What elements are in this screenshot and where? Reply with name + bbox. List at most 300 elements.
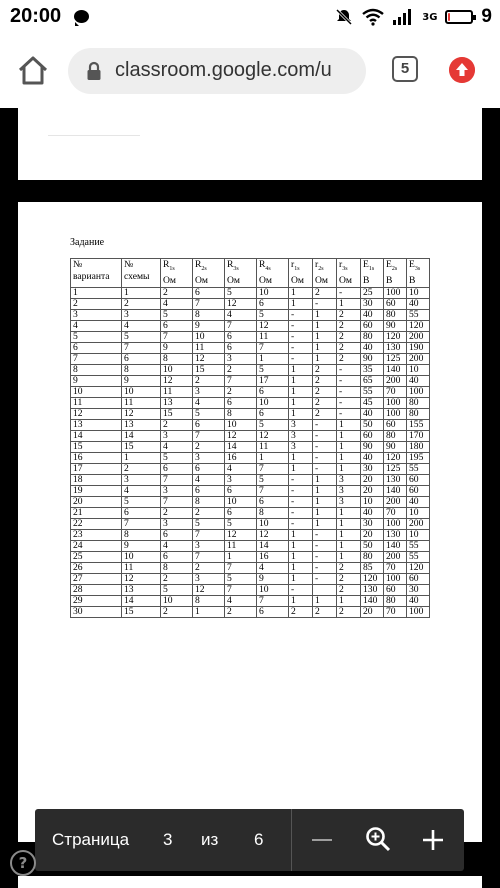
table-cell: - bbox=[289, 474, 313, 485]
table-cell: 6 bbox=[161, 551, 193, 562]
table-cell: 2 bbox=[337, 309, 361, 320]
table-cell: 60 bbox=[407, 474, 430, 485]
table-row bbox=[71, 562, 430, 573]
table-row bbox=[71, 287, 430, 298]
table-cell: 60 bbox=[384, 298, 407, 309]
table-cell: 16 bbox=[225, 452, 257, 463]
table-cell: - bbox=[289, 320, 313, 331]
table-cell: 5 bbox=[225, 518, 257, 529]
table-cell: 40 bbox=[407, 595, 430, 606]
table-cell: 15 bbox=[122, 606, 161, 617]
table-cell: - bbox=[313, 452, 337, 463]
table-cell: 1 bbox=[337, 529, 361, 540]
table-row bbox=[71, 342, 430, 353]
table-cell: 24 bbox=[71, 540, 122, 551]
table-cell: 55 bbox=[407, 463, 430, 474]
table-cell: 1 bbox=[337, 419, 361, 430]
table-cell: 10 bbox=[161, 364, 193, 375]
table-cell: 65 bbox=[361, 375, 384, 386]
table-header-cell bbox=[384, 259, 407, 288]
table-cell: 70 bbox=[384, 562, 407, 573]
help-icon[interactable]: ? bbox=[10, 850, 36, 876]
header-symbol: № bbox=[73, 259, 83, 270]
table-cell: 2 bbox=[193, 562, 225, 573]
table-cell: 10 bbox=[407, 529, 430, 540]
table-cell: 2 bbox=[193, 375, 225, 386]
table-cell: 1 bbox=[289, 573, 313, 584]
table-header-cell bbox=[407, 259, 430, 288]
header-symbol: $E_{2s}$ bbox=[386, 259, 398, 272]
header-unit: Ом bbox=[195, 274, 208, 286]
table-cell: 4 bbox=[71, 320, 122, 331]
table-cell: 130 bbox=[361, 584, 384, 595]
table-cell: 1 bbox=[337, 518, 361, 529]
table-cell: 80 bbox=[384, 309, 407, 320]
table-cell: 2 bbox=[337, 353, 361, 364]
table-cell: 5 bbox=[257, 419, 289, 430]
table-cell: 7 bbox=[161, 331, 193, 342]
table-cell: 1 bbox=[337, 430, 361, 441]
table-cell: 7 bbox=[122, 518, 161, 529]
table-cell: 1 bbox=[257, 353, 289, 364]
table-row bbox=[71, 375, 430, 386]
table-cell: 190 bbox=[407, 342, 430, 353]
previous-page bbox=[18, 108, 482, 180]
table-cell: 7 bbox=[122, 342, 161, 353]
table-cell: 200 bbox=[384, 551, 407, 562]
table-cell: 8 bbox=[193, 595, 225, 606]
table-cell: 6 bbox=[225, 342, 257, 353]
table-cell: - bbox=[289, 496, 313, 507]
table-cell: 17 bbox=[257, 375, 289, 386]
table-cell: 6 bbox=[257, 496, 289, 507]
table-cell: 155 bbox=[407, 419, 430, 430]
table-row bbox=[71, 353, 430, 364]
table-cell: 85 bbox=[361, 562, 384, 573]
table-cell: 1 bbox=[122, 452, 161, 463]
header-unit: Ом bbox=[315, 274, 328, 286]
table-cell: 1 bbox=[289, 408, 313, 419]
of-label: из bbox=[201, 830, 219, 849]
total-pages-number: 6 bbox=[254, 830, 264, 849]
table-cell: 2 bbox=[193, 441, 225, 452]
table-cell: - bbox=[337, 375, 361, 386]
zoom-in-icon[interactable] bbox=[423, 830, 443, 850]
table-cell: 4 bbox=[193, 397, 225, 408]
table-cell: 80 bbox=[361, 331, 384, 342]
table-cell: 3 bbox=[193, 452, 225, 463]
header-symbol: $R_{1s}$ bbox=[163, 259, 175, 272]
table-cell: 7 bbox=[257, 485, 289, 496]
table-cell: - bbox=[313, 529, 337, 540]
table-header-cell bbox=[313, 259, 337, 288]
table-cell: 1 bbox=[289, 551, 313, 562]
table-cell: 1 bbox=[337, 595, 361, 606]
table-cell: 2 bbox=[193, 507, 225, 518]
table-cell: 10 bbox=[361, 496, 384, 507]
table-cell: 90 bbox=[384, 320, 407, 331]
table-row bbox=[71, 595, 430, 606]
table-cell: 5 bbox=[161, 452, 193, 463]
table-cell: 100 bbox=[384, 397, 407, 408]
table-cell: 3 bbox=[225, 353, 257, 364]
table-cell: 1 bbox=[289, 562, 313, 573]
table-cell: 1 bbox=[289, 397, 313, 408]
table-cell: 30 bbox=[71, 606, 122, 617]
table-cell: 7 bbox=[193, 529, 225, 540]
table-cell: 60 bbox=[407, 485, 430, 496]
table-row bbox=[71, 573, 430, 584]
table-cell: 120 bbox=[407, 562, 430, 573]
table-cell: 7 bbox=[257, 342, 289, 353]
table-cell: 12 bbox=[225, 529, 257, 540]
toolbar-divider bbox=[291, 809, 292, 871]
table-cell: 11 bbox=[225, 540, 257, 551]
table-cell: 10 bbox=[225, 496, 257, 507]
table-cell: 125 bbox=[384, 353, 407, 364]
table-cell: 1 bbox=[313, 485, 337, 496]
table-cell: 14 bbox=[122, 595, 161, 606]
table-cell: 40 bbox=[407, 298, 430, 309]
table-cell: 5 bbox=[257, 474, 289, 485]
table-cell: 2 bbox=[161, 419, 193, 430]
current-page-number[interactable]: 3 bbox=[163, 830, 173, 849]
table-cell: 8 bbox=[71, 364, 122, 375]
table-cell: 100 bbox=[384, 408, 407, 419]
table-cell: 2 bbox=[313, 386, 337, 397]
table-cell: 120 bbox=[384, 331, 407, 342]
table-cell: 40 bbox=[407, 496, 430, 507]
table-cell: 2 bbox=[122, 298, 161, 309]
table-cell: 1 bbox=[257, 452, 289, 463]
table-cell: 80 bbox=[384, 430, 407, 441]
next-page-edge bbox=[18, 876, 482, 888]
table-cell: 11 bbox=[122, 397, 161, 408]
table-cell: 17 bbox=[71, 463, 122, 474]
table-cell: 6 bbox=[122, 507, 161, 518]
status-time: 20:00 bbox=[10, 5, 62, 27]
table-cell: 14 bbox=[225, 441, 257, 452]
table-cell: 1 bbox=[313, 474, 337, 485]
table-cell: - bbox=[289, 309, 313, 320]
table-cell: 13 bbox=[71, 419, 122, 430]
table-cell: - bbox=[313, 551, 337, 562]
table-cell: 1 bbox=[337, 551, 361, 562]
address-bar[interactable] bbox=[68, 48, 366, 94]
table-cell: 4 bbox=[193, 474, 225, 485]
table-header-cell bbox=[257, 259, 289, 288]
table-header-cell bbox=[193, 259, 225, 288]
table-cell: 1 bbox=[289, 595, 313, 606]
table-cell: 13 bbox=[161, 397, 193, 408]
table-cell: 1 bbox=[289, 375, 313, 386]
table-cell: 70 bbox=[384, 606, 407, 617]
table-cell: 2 bbox=[337, 562, 361, 573]
table-cell: 6 bbox=[257, 408, 289, 419]
status-icons bbox=[334, 4, 492, 30]
table-cell: 30 bbox=[361, 463, 384, 474]
table-cell: 7 bbox=[71, 353, 122, 364]
table-cell: 12 bbox=[122, 408, 161, 419]
table-cell: 80 bbox=[407, 397, 430, 408]
table-cell: 4 bbox=[122, 320, 161, 331]
table-cell: 2 bbox=[71, 298, 122, 309]
table-cell: 8 bbox=[161, 562, 193, 573]
table-cell: 7 bbox=[257, 595, 289, 606]
table-cell: 140 bbox=[384, 485, 407, 496]
table-cell: 6 bbox=[161, 463, 193, 474]
table-cell: 100 bbox=[407, 386, 430, 397]
table-cell: 120 bbox=[384, 452, 407, 463]
table-cell: 10 bbox=[71, 386, 122, 397]
header-symbol: $r_{1s}$ bbox=[291, 259, 300, 272]
network-type: 3G bbox=[422, 11, 438, 23]
table-cell: 1 bbox=[313, 342, 337, 353]
table-cell: 9 bbox=[257, 573, 289, 584]
table-cell: 9 bbox=[161, 342, 193, 353]
signal-icon bbox=[392, 8, 414, 26]
table-cell: 2 bbox=[225, 364, 257, 375]
table-cell: 70 bbox=[384, 507, 407, 518]
variants-table bbox=[70, 258, 430, 618]
table-cell: 5 bbox=[225, 287, 257, 298]
table-cell: 3 bbox=[225, 474, 257, 485]
header-symbol: $E_{1s}$ bbox=[363, 259, 375, 272]
table-cell: 4 bbox=[225, 309, 257, 320]
table-header-cell bbox=[71, 259, 122, 288]
table-cell: 1 bbox=[313, 595, 337, 606]
table-cell: 4 bbox=[225, 595, 257, 606]
table-cell: 10 bbox=[407, 287, 430, 298]
header-unit: Ом bbox=[339, 274, 352, 286]
table-cell: 28 bbox=[71, 584, 122, 595]
table-cell: 12 bbox=[122, 573, 161, 584]
table-cell: 19 bbox=[71, 485, 122, 496]
table-cell: 30 bbox=[407, 584, 430, 595]
header-symbol: $R_{3s}$ bbox=[227, 259, 239, 272]
table-cell: 140 bbox=[361, 595, 384, 606]
table-row bbox=[71, 309, 430, 320]
table-row bbox=[71, 298, 430, 309]
table-cell: 6 bbox=[225, 331, 257, 342]
table-cell: 15 bbox=[161, 408, 193, 419]
table-cell: 40 bbox=[361, 309, 384, 320]
table-cell: - bbox=[337, 287, 361, 298]
table-cell: 12 bbox=[161, 375, 193, 386]
table-cell: 2 bbox=[122, 463, 161, 474]
table-row bbox=[71, 507, 430, 518]
table-cell: 170 bbox=[407, 430, 430, 441]
table-cell: 2 bbox=[313, 606, 337, 617]
url-text[interactable]: classroom.google.com/u bbox=[115, 59, 332, 81]
table-cell: 6 bbox=[257, 606, 289, 617]
table-cell: 2 bbox=[313, 287, 337, 298]
status-bar bbox=[0, 0, 500, 34]
table-cell: 3 bbox=[193, 540, 225, 551]
table-cell: 7 bbox=[193, 298, 225, 309]
zoom-in-magnifier-icon[interactable] bbox=[365, 826, 391, 852]
table-cell: 1 bbox=[122, 287, 161, 298]
table-header-cell bbox=[225, 259, 257, 288]
table-cell: 6 bbox=[257, 298, 289, 309]
table-cell: 7 bbox=[161, 474, 193, 485]
table-cell: 5 bbox=[193, 408, 225, 419]
table-cell: 6 bbox=[193, 419, 225, 430]
table-cell: 21 bbox=[71, 507, 122, 518]
table-cell: 14 bbox=[122, 430, 161, 441]
table-cell: 1 bbox=[289, 386, 313, 397]
table-cell: 1 bbox=[313, 496, 337, 507]
table-row bbox=[71, 584, 430, 595]
table-cell: 40 bbox=[361, 408, 384, 419]
table-cell: 1 bbox=[313, 518, 337, 529]
table-cell: 5 bbox=[257, 364, 289, 375]
table-cell: 90 bbox=[361, 353, 384, 364]
table-cell: 35 bbox=[361, 364, 384, 375]
table-cell: 60 bbox=[407, 573, 430, 584]
table-cell: 1 bbox=[225, 551, 257, 562]
header-unit: Ом bbox=[291, 274, 304, 286]
header-unit: В bbox=[409, 274, 416, 286]
table-cell: 55 bbox=[407, 540, 430, 551]
table-cell: 2 bbox=[161, 287, 193, 298]
table-cell: 60 bbox=[361, 320, 384, 331]
table-row bbox=[71, 386, 430, 397]
table-cell: 14 bbox=[257, 540, 289, 551]
table-cell: 5 bbox=[122, 496, 161, 507]
table-cell: 1 bbox=[289, 364, 313, 375]
table-cell: 40 bbox=[361, 342, 384, 353]
lock-icon bbox=[86, 61, 102, 81]
tabs-icon[interactable]: 5 bbox=[392, 56, 418, 82]
table-cell: 40 bbox=[361, 452, 384, 463]
table-cell: 3 bbox=[71, 309, 122, 320]
table-row bbox=[71, 540, 430, 551]
header-symbol: $R_{2s}$ bbox=[195, 259, 207, 272]
table-cell: 22 bbox=[71, 518, 122, 529]
table-row bbox=[71, 397, 430, 408]
table-cell: 10 bbox=[161, 595, 193, 606]
table-cell: 2 bbox=[337, 606, 361, 617]
table-cell: 18 bbox=[71, 474, 122, 485]
table-cell: 1 bbox=[313, 507, 337, 518]
document-title: Задание bbox=[70, 237, 105, 248]
table-header-cell bbox=[337, 259, 361, 288]
table-cell: 195 bbox=[407, 452, 430, 463]
table-cell: 10 bbox=[122, 386, 161, 397]
table-cell: 1 bbox=[337, 298, 361, 309]
table-cell: 7 bbox=[193, 551, 225, 562]
table-cell: 140 bbox=[384, 364, 407, 375]
table-cell: 10 bbox=[407, 364, 430, 375]
table-cell: - bbox=[313, 441, 337, 452]
table-cell: 60 bbox=[361, 430, 384, 441]
table-row bbox=[71, 529, 430, 540]
browser-toolbar bbox=[0, 34, 500, 108]
table-cell: 6 bbox=[225, 397, 257, 408]
table-cell: 13 bbox=[122, 419, 161, 430]
table-cell: 6 bbox=[193, 463, 225, 474]
table-cell bbox=[313, 584, 337, 595]
table-cell: 7 bbox=[193, 430, 225, 441]
table-cell: 100 bbox=[384, 287, 407, 298]
table-row bbox=[71, 463, 430, 474]
table-cell: 1 bbox=[289, 529, 313, 540]
table-cell: 100 bbox=[407, 606, 430, 617]
table-cell: 7 bbox=[225, 584, 257, 595]
table-cell: 11 bbox=[257, 441, 289, 452]
table-cell: - bbox=[313, 298, 337, 309]
table-cell: 8 bbox=[122, 529, 161, 540]
table-cell: 3 bbox=[289, 430, 313, 441]
table-cell: 1 bbox=[313, 331, 337, 342]
table-cell: 40 bbox=[361, 507, 384, 518]
table-cell: - bbox=[337, 386, 361, 397]
table-cell: 55 bbox=[407, 551, 430, 562]
table-cell: 12 bbox=[257, 320, 289, 331]
table-cell: 1 bbox=[289, 463, 313, 474]
table-row bbox=[71, 485, 430, 496]
table-cell: 2 bbox=[161, 606, 193, 617]
table-cell: 6 bbox=[225, 507, 257, 518]
update-icon[interactable] bbox=[449, 57, 475, 83]
table-cell: - bbox=[313, 562, 337, 573]
battery-level bbox=[448, 13, 450, 21]
table-cell: 20 bbox=[361, 529, 384, 540]
table-cell: 3 bbox=[193, 573, 225, 584]
table-cell: 2 bbox=[313, 408, 337, 419]
table-cell: 80 bbox=[407, 408, 430, 419]
table-cell: 200 bbox=[384, 375, 407, 386]
table-cell: 120 bbox=[361, 573, 384, 584]
table-cell: 5 bbox=[71, 331, 122, 342]
table-cell: 20 bbox=[361, 606, 384, 617]
table-cell: - bbox=[313, 463, 337, 474]
table-row bbox=[71, 320, 430, 331]
table-cell: 12 bbox=[193, 353, 225, 364]
table-cell: 13 bbox=[122, 584, 161, 595]
table-cell: 40 bbox=[407, 375, 430, 386]
table-cell: - bbox=[337, 408, 361, 419]
table-cell: 3 bbox=[337, 496, 361, 507]
table-cell: 1 bbox=[193, 606, 225, 617]
table-header-cell bbox=[161, 259, 193, 288]
table-cell: 6 bbox=[161, 320, 193, 331]
table-body bbox=[71, 287, 430, 617]
zoom-out-icon[interactable] bbox=[312, 839, 332, 841]
table-cell: 5 bbox=[122, 331, 161, 342]
table-cell: 20 bbox=[71, 496, 122, 507]
table-cell: 120 bbox=[407, 320, 430, 331]
table-cell: 3 bbox=[289, 419, 313, 430]
table-cell: 4 bbox=[225, 463, 257, 474]
table-cell: 2 bbox=[289, 606, 313, 617]
table-cell: 6 bbox=[193, 485, 225, 496]
table-cell: 130 bbox=[384, 529, 407, 540]
table-cell: 2 bbox=[161, 573, 193, 584]
table-cell: - bbox=[313, 430, 337, 441]
battery-percent: 9 bbox=[481, 6, 492, 27]
table-cell: 2 bbox=[337, 584, 361, 595]
table-cell: 9 bbox=[71, 375, 122, 386]
home-icon[interactable] bbox=[16, 54, 50, 86]
table-cell: 80 bbox=[361, 551, 384, 562]
table-cell: 20 bbox=[361, 485, 384, 496]
table-cell: 10 bbox=[257, 397, 289, 408]
header-symbol: $r_{3s}$ bbox=[339, 259, 348, 272]
table-row bbox=[71, 474, 430, 485]
table-cell: 4 bbox=[257, 562, 289, 573]
